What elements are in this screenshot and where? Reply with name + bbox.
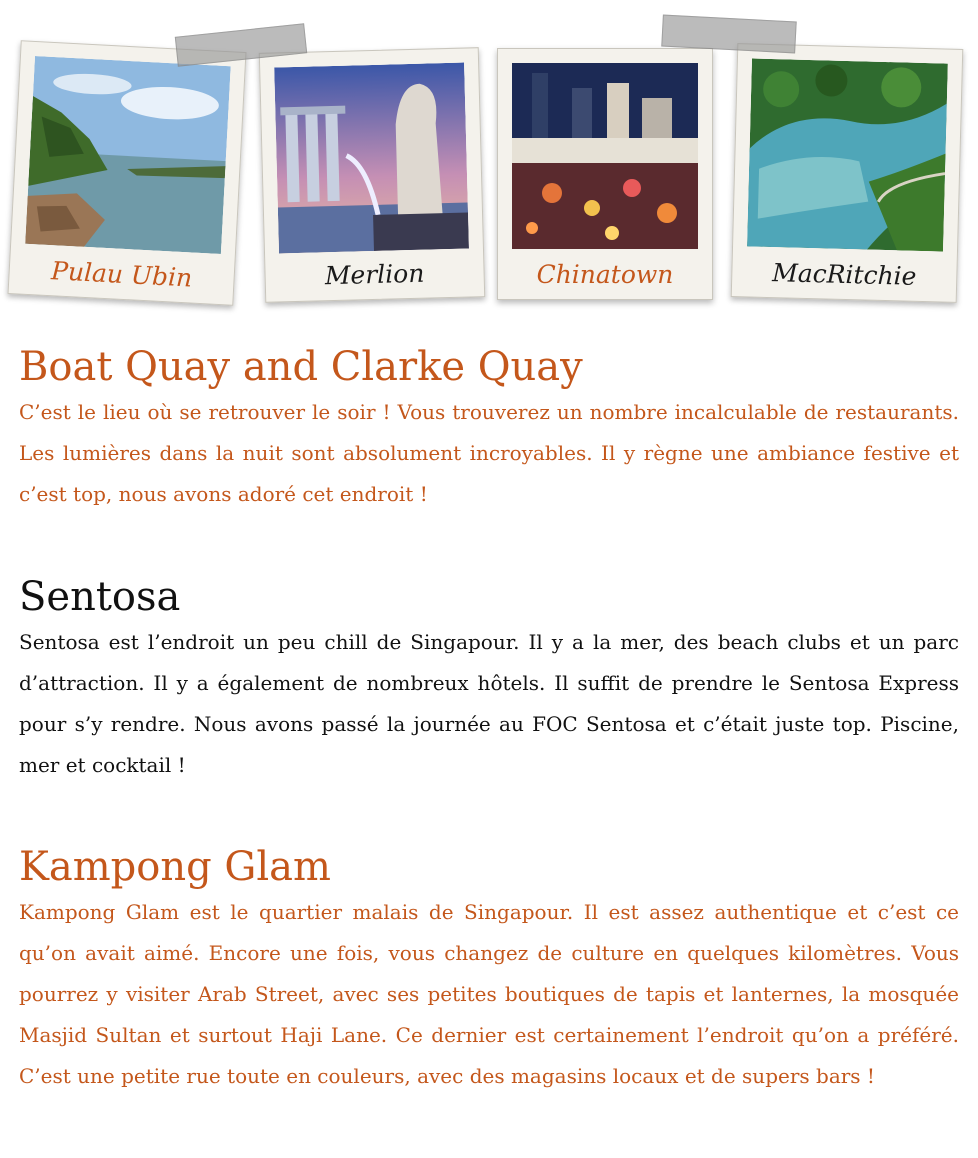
polaroid-chinatown — [497, 48, 713, 300]
photo-caption: Pulau Ubin — [50, 256, 193, 293]
section-title: Boat Quay and Clarke Quay — [19, 344, 583, 390]
photo-caption: MacRitchie — [771, 258, 917, 291]
photo-caption: Chinatown — [536, 260, 674, 289]
section-text: C’est le lieu où se retrouver le soir ! Vous trouverez un nombre incalculable de restaurants. Les lumières dans la nuit sont absolument incroyables. Il y règne une ambiance festive et c’est top, nous avons adoré cet endroit ! — [19, 400, 959, 506]
section-text: Kampong Glam est le quartier malais de Singapour. Il est assez authentique et c’est ce qu’on avait aimé. Encore une fois, vous changez de culture en quelques kilomètres. Vous pourrez y visiter Arab Street, avec ses petites boutiques de tapis et lanternes, la mosquée Masjid Sultan et surtout Haji Lane. Ce dernier est certainement l’endroit qu’on a préféré. C’est une petite rue toute en couleurs, avec des magasins locaux et de supers bars ! — [19, 900, 959, 1088]
polaroid-pulau-ubin — [8, 40, 247, 305]
photo-caption: Merlion — [324, 258, 425, 291]
section-title: Kampong Glam — [19, 844, 331, 890]
section-kampong-glam — [19, 842, 959, 1097]
polaroid-merlion — [259, 47, 485, 303]
macritchie-photo — [747, 58, 948, 251]
section-boat-quay — [19, 342, 959, 515]
section-text: Sentosa est l’endroit un peu chill de Singapour. Il y a la mer, des beach clubs et un parc d’attraction. Il y a également de nombreux hôtels. Il suffit de prendre le Sentosa Express pour s’y rendre. Nous avons passé la journée au FOC Sentosa et c’était juste top. Piscine, mer et cocktail ! — [19, 630, 959, 777]
pulau-ubin-photo — [25, 56, 231, 254]
section-sentosa — [19, 572, 959, 786]
section-title: Sentosa — [19, 574, 181, 620]
merlion-photo — [274, 63, 469, 254]
chinatown-photo — [512, 63, 698, 249]
polaroid-macritchie — [731, 43, 964, 303]
